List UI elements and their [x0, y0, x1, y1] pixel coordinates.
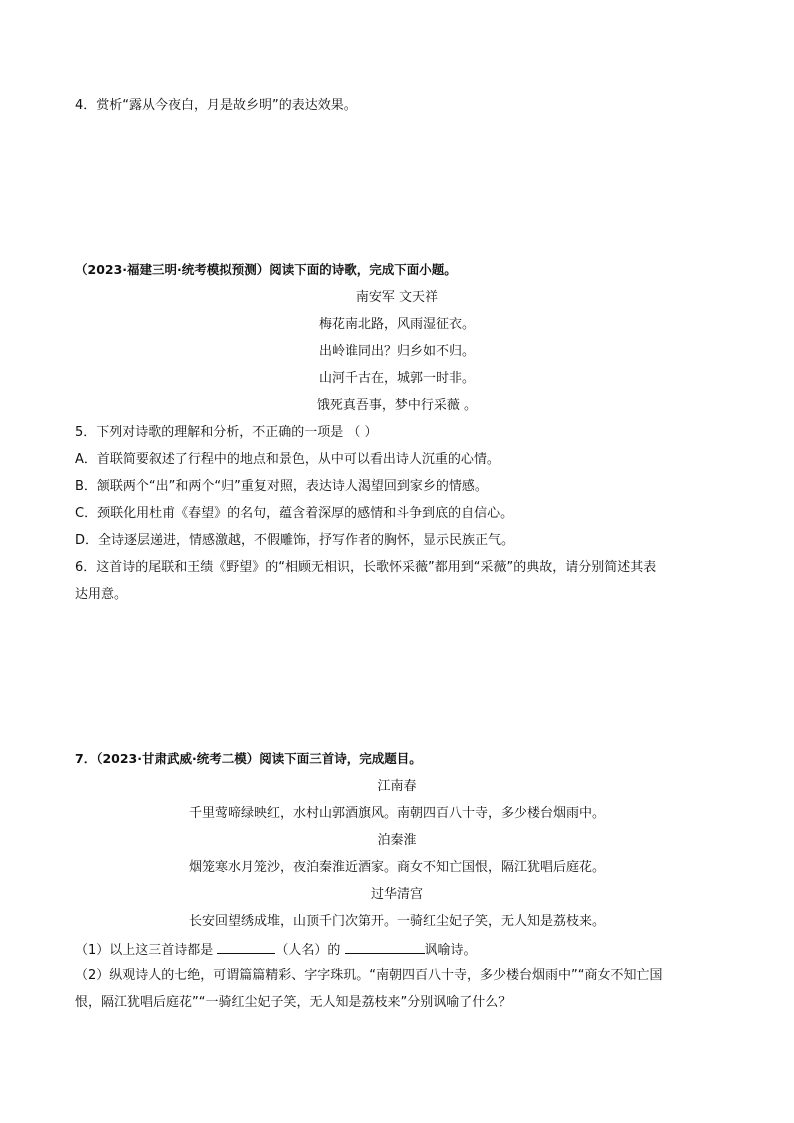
question-7-sub2-line2: 恨，隔江犹唱后庭花”“一骑红尘妃子笑，无人知是荔枝来”分别讽喻了什么？ [75, 995, 512, 1010]
question-6-line1: 6．这首诗的尾联和王绩《野望》的“相顾无相识，长歌怀采薇”都用到“采薇”的典故，请分别简述其表 [75, 560, 657, 575]
poem-title-boqinhuai: 泊秦淮 [377, 833, 417, 848]
sub1-suffix: 讽喻诗。 [424, 943, 477, 958]
poem-title-guohuaqinggong: 过华清宫 [370, 887, 423, 902]
question-7-sub1 [75, 939, 725, 961]
question-5-stem: 5．下列对诗歌的理解和分析，不正确的一项是 （ ） [75, 425, 378, 440]
answer-blank-dynasty[interactable] [345, 939, 425, 954]
poem-line: 饿死真吾事，梦中行采薇 。 [316, 398, 478, 413]
question-4: 4．赏析“露从今夜白，月是故乡明”的表达效果。 [75, 98, 357, 113]
poem-line: 山河千古在，城郭一时非。 [318, 371, 475, 386]
sub1-middle: （人名）的 [275, 943, 345, 958]
option-d: D．全诗逐层递进，情感激越，不假雕饰，抒写作者的胸怀，显示民族正气。 [75, 533, 515, 548]
section2-intro: 7．（2023·甘肃武威·统考二模）阅读下面三首诗，完成题目。 [75, 751, 422, 766]
poem-text: 烟笼寒水月笼沙，夜泊秦淮近酒家。商女不知亡国恨，隔江犹唱后庭花。 [188, 860, 605, 875]
option-a: A．首联简要叙述了行程中的地点和景色，从中可以看出诗人沉重的心情。 [75, 452, 500, 467]
question-7-sub2-line1: （2）纵观诗人的七绝，可谓篇篇精彩、字字珠玑。“南朝四百八十寺，多少楼台烟雨中”“商女不知亡国 [75, 968, 663, 983]
poem-line: 出岭谁同出？归乡如不归。 [318, 344, 475, 359]
poem-title-nananjun: 南安军 文天祥 [355, 290, 439, 305]
answer-blank-name[interactable] [217, 939, 275, 954]
poem-text: 千里莺啼绿映红，水村山郭酒旗风。南朝四百八十寺，多少楼台烟雨中。 [188, 806, 605, 821]
poem-text: 长安回望绣成堆，山顶千门次第开。一骑红尘妃子笑，无人知是荔枝来。 [188, 914, 605, 929]
sub1-prefix: （1）以上这三首诗都是 [75, 943, 218, 958]
poem-title-jiangnanchun: 江南春 [377, 779, 417, 794]
poem-line: 梅花南北路，风雨湿征衣。 [318, 317, 475, 332]
option-b: B．颔联两个“出”和两个“归”重复对照，表达诗人渴望回到家乡的情感。 [75, 479, 488, 494]
option-c: C．颈联化用杜甫《春望》的名句，蕴含着深厚的感情和斗争到底的自信心。 [75, 506, 514, 521]
section1-intro: （2023·福建三明·统考模拟预测）阅读下面的诗歌，完成下面小题。 [75, 262, 457, 277]
question-6-line2: 达用意。 [75, 587, 128, 602]
